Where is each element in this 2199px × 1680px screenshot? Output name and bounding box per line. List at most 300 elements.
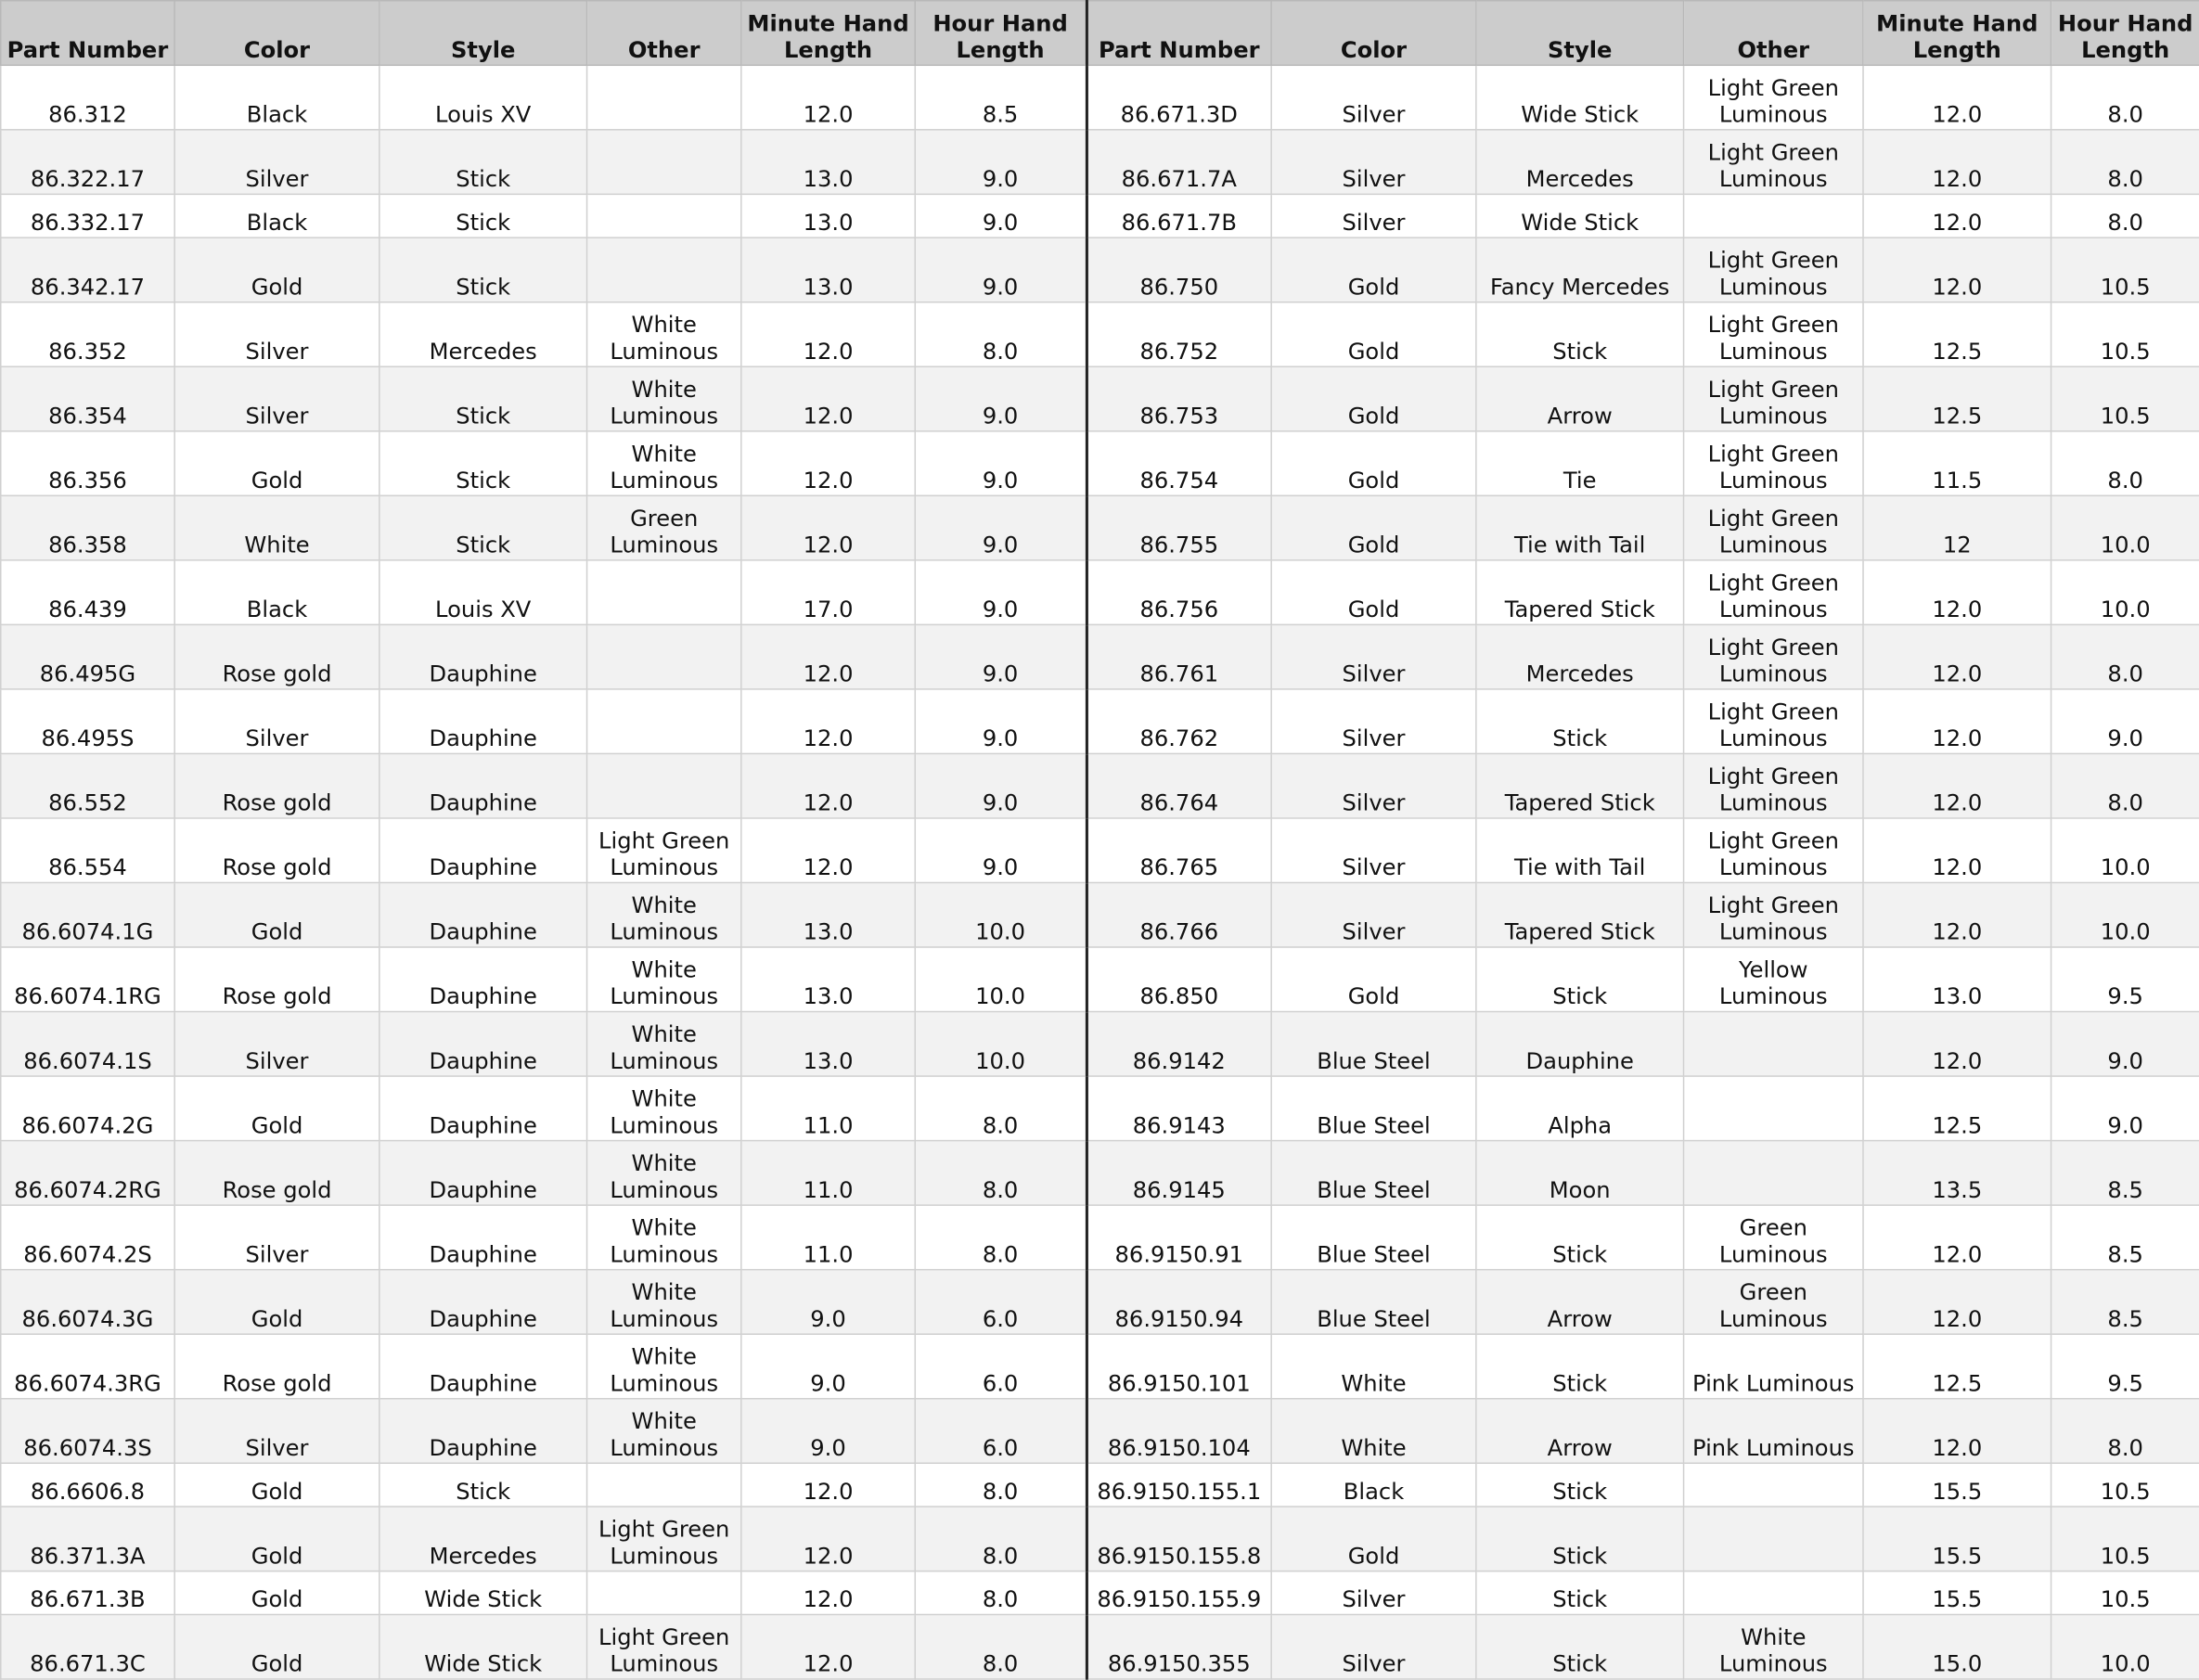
- cell-right-hour-hand-length[interactable]: 8.0: [2051, 753, 2199, 818]
- cell-left-other[interactable]: [587, 624, 741, 689]
- cell-left-minute-hand-length[interactable]: 12.0: [741, 1507, 915, 1571]
- cell-right-hour-hand-length[interactable]: 10.0: [2051, 882, 2199, 947]
- cell-right-style[interactable]: Arrow: [1476, 1270, 1684, 1335]
- cell-left-hour-hand-length[interactable]: 6.0: [915, 1399, 1086, 1464]
- cell-right-minute-hand-length[interactable]: 12.0: [1863, 882, 2051, 947]
- cell-right-hour-hand-length[interactable]: 10.5: [2051, 366, 2199, 431]
- cell-left-part-number[interactable]: 86.6074.2S: [1, 1205, 174, 1270]
- cell-left-hour-hand-length[interactable]: 9.0: [915, 753, 1086, 818]
- cell-left-hour-hand-length[interactable]: 9.0: [915, 818, 1086, 883]
- cell-right-minute-hand-length[interactable]: 12.0: [1863, 1012, 2051, 1077]
- cell-right-minute-hand-length[interactable]: 12.5: [1863, 302, 2051, 367]
- cell-right-minute-hand-length[interactable]: 15.0: [1863, 1614, 2051, 1679]
- cell-left-other[interactable]: [587, 560, 741, 625]
- cell-right-hour-hand-length[interactable]: 10.5: [2051, 302, 2199, 367]
- cell-right-minute-hand-length[interactable]: 13.0: [1863, 947, 2051, 1012]
- cell-left-minute-hand-length[interactable]: 9.0: [741, 1334, 915, 1399]
- cell-left-hour-hand-length[interactable]: 8.0: [915, 1076, 1086, 1141]
- cell-left-style[interactable]: Wide Stick: [379, 1571, 587, 1615]
- header-left-other[interactable]: Other: [587, 1, 741, 66]
- header-left-hour-hand-length[interactable]: Hour Hand Length: [915, 1, 1086, 66]
- cell-right-other[interactable]: Light Green Luminous: [1684, 130, 1863, 195]
- cell-right-color[interactable]: Blue Steel: [1271, 1270, 1476, 1335]
- cell-right-hour-hand-length[interactable]: 8.0: [2051, 624, 2199, 689]
- cell-right-style[interactable]: Stick: [1476, 1463, 1684, 1507]
- cell-right-other[interactable]: Light Green Luminous: [1684, 818, 1863, 883]
- cell-right-other[interactable]: [1684, 1571, 1863, 1615]
- cell-right-hour-hand-length[interactable]: 9.5: [2051, 1334, 2199, 1399]
- cell-right-hour-hand-length[interactable]: 10.0: [2051, 818, 2199, 883]
- cell-right-style[interactable]: Tie with Tail: [1476, 818, 1684, 883]
- cell-left-style[interactable]: Stick: [379, 431, 587, 496]
- cell-right-other[interactable]: [1684, 1463, 1863, 1507]
- cell-left-part-number[interactable]: 86.552: [1, 753, 174, 818]
- cell-left-color[interactable]: Rose gold: [174, 753, 379, 818]
- cell-right-hour-hand-length[interactable]: 8.0: [2051, 1399, 2199, 1464]
- header-left-part-number[interactable]: Part Number: [1, 1, 174, 66]
- cell-left-other[interactable]: [587, 689, 741, 754]
- cell-left-other[interactable]: [587, 130, 741, 195]
- cell-left-color[interactable]: Rose gold: [174, 818, 379, 883]
- cell-left-color[interactable]: Gold: [174, 1463, 379, 1507]
- header-right-minute-hand-length[interactable]: Minute Hand Length: [1863, 1, 2051, 66]
- cell-right-other[interactable]: Light Green Luminous: [1684, 753, 1863, 818]
- cell-left-style[interactable]: Dauphine: [379, 1205, 587, 1270]
- cell-left-part-number[interactable]: 86.332.17: [1, 194, 174, 237]
- header-left-color[interactable]: Color: [174, 1, 379, 66]
- cell-right-part-number[interactable]: 86.9150.94: [1087, 1270, 1272, 1335]
- cell-right-color[interactable]: Silver: [1271, 194, 1476, 237]
- cell-left-minute-hand-length[interactable]: 12.0: [741, 302, 915, 367]
- cell-left-minute-hand-length[interactable]: 12.0: [741, 624, 915, 689]
- cell-left-other[interactable]: [587, 753, 741, 818]
- cell-right-hour-hand-length[interactable]: 8.5: [2051, 1205, 2199, 1270]
- cell-left-part-number[interactable]: 86.6074.1G: [1, 882, 174, 947]
- cell-left-hour-hand-length[interactable]: 6.0: [915, 1334, 1086, 1399]
- cell-right-color[interactable]: Gold: [1271, 495, 1476, 560]
- header-right-style[interactable]: Style: [1476, 1, 1684, 66]
- cell-right-color[interactable]: Gold: [1271, 1507, 1476, 1571]
- cell-right-other[interactable]: Light Green Luminous: [1684, 366, 1863, 431]
- header-right-hour-hand-length[interactable]: Hour Hand Length: [2051, 1, 2199, 66]
- cell-left-hour-hand-length[interactable]: 6.0: [915, 1270, 1086, 1335]
- cell-left-style[interactable]: Stick: [379, 1463, 587, 1507]
- cell-right-other[interactable]: Light Green Luminous: [1684, 431, 1863, 496]
- cell-left-minute-hand-length[interactable]: 17.0: [741, 560, 915, 625]
- cell-right-color[interactable]: Silver: [1271, 65, 1476, 130]
- cell-left-style[interactable]: Dauphine: [379, 1270, 587, 1335]
- cell-right-part-number[interactable]: 86.754: [1087, 431, 1272, 496]
- header-right-part-number[interactable]: Part Number: [1087, 1, 1272, 66]
- cell-right-part-number[interactable]: 86.761: [1087, 624, 1272, 689]
- cell-right-part-number[interactable]: 86.753: [1087, 366, 1272, 431]
- cell-right-color[interactable]: Blue Steel: [1271, 1205, 1476, 1270]
- cell-left-minute-hand-length[interactable]: 12.0: [741, 65, 915, 130]
- cell-left-part-number[interactable]: 86.671.3B: [1, 1571, 174, 1615]
- cell-right-style[interactable]: Tapered Stick: [1476, 753, 1684, 818]
- cell-right-part-number[interactable]: 86.755: [1087, 495, 1272, 560]
- cell-left-style[interactable]: Dauphine: [379, 882, 587, 947]
- cell-left-color[interactable]: Gold: [174, 1614, 379, 1679]
- cell-right-minute-hand-length[interactable]: 15.5: [1863, 1463, 2051, 1507]
- cell-right-part-number[interactable]: 86.9143: [1087, 1076, 1272, 1141]
- cell-right-part-number[interactable]: 86.9150.155.9: [1087, 1571, 1272, 1615]
- cell-left-part-number[interactable]: 86.371.3A: [1, 1507, 174, 1571]
- cell-right-hour-hand-length[interactable]: 10.0: [2051, 495, 2199, 560]
- cell-right-hour-hand-length[interactable]: 8.0: [2051, 194, 2199, 237]
- cell-right-style[interactable]: Dauphine: [1476, 1012, 1684, 1077]
- cell-left-minute-hand-length[interactable]: 13.0: [741, 882, 915, 947]
- cell-left-hour-hand-length[interactable]: 9.0: [915, 431, 1086, 496]
- cell-right-part-number[interactable]: 86.766: [1087, 882, 1272, 947]
- cell-left-color[interactable]: Silver: [174, 1399, 379, 1464]
- cell-right-other[interactable]: [1684, 1507, 1863, 1571]
- cell-right-part-number[interactable]: 86.764: [1087, 753, 1272, 818]
- header-right-color[interactable]: Color: [1271, 1, 1476, 66]
- cell-left-part-number[interactable]: 86.6074.1S: [1, 1012, 174, 1077]
- cell-left-style[interactable]: Mercedes: [379, 302, 587, 367]
- cell-right-other[interactable]: Light Green Luminous: [1684, 689, 1863, 754]
- cell-right-hour-hand-length[interactable]: 8.5: [2051, 1270, 2199, 1335]
- cell-right-hour-hand-length[interactable]: 10.5: [2051, 1463, 2199, 1507]
- cell-right-hour-hand-length[interactable]: 8.5: [2051, 1141, 2199, 1206]
- cell-left-other[interactable]: White Luminous: [587, 1076, 741, 1141]
- cell-right-other[interactable]: Light Green Luminous: [1684, 495, 1863, 560]
- cell-right-hour-hand-length[interactable]: 8.0: [2051, 65, 2199, 130]
- cell-right-part-number[interactable]: 86.9150.355: [1087, 1614, 1272, 1679]
- cell-left-color[interactable]: Black: [174, 560, 379, 625]
- cell-right-hour-hand-length[interactable]: 8.0: [2051, 431, 2199, 496]
- cell-left-part-number[interactable]: 86.6074.1RG: [1, 947, 174, 1012]
- cell-right-color[interactable]: Silver: [1271, 753, 1476, 818]
- cell-right-minute-hand-length[interactable]: 12.0: [1863, 1399, 2051, 1464]
- cell-left-part-number[interactable]: 86.439: [1, 560, 174, 625]
- cell-right-hour-hand-length[interactable]: 10.0: [2051, 1614, 2199, 1679]
- cell-right-minute-hand-length[interactable]: 12.0: [1863, 237, 2051, 302]
- cell-left-minute-hand-length[interactable]: 12.0: [741, 689, 915, 754]
- cell-left-color[interactable]: Black: [174, 194, 379, 237]
- cell-left-other[interactable]: [587, 237, 741, 302]
- cell-left-color[interactable]: Rose gold: [174, 624, 379, 689]
- cell-right-color[interactable]: Silver: [1271, 1614, 1476, 1679]
- cell-left-style[interactable]: Louis XV: [379, 65, 587, 130]
- cell-right-other[interactable]: Green Luminous: [1684, 1270, 1863, 1335]
- cell-left-minute-hand-length[interactable]: 12.0: [741, 1614, 915, 1679]
- cell-left-hour-hand-length[interactable]: 10.0: [915, 882, 1086, 947]
- cell-right-style[interactable]: Tie with Tail: [1476, 495, 1684, 560]
- cell-right-style[interactable]: Stick: [1476, 1507, 1684, 1571]
- cell-left-minute-hand-length[interactable]: 13.0: [741, 237, 915, 302]
- cell-left-minute-hand-length[interactable]: 13.0: [741, 947, 915, 1012]
- cell-right-style[interactable]: Wide Stick: [1476, 194, 1684, 237]
- cell-right-color[interactable]: Blue Steel: [1271, 1141, 1476, 1206]
- cell-left-color[interactable]: White: [174, 495, 379, 560]
- cell-right-minute-hand-length[interactable]: 12.0: [1863, 1205, 2051, 1270]
- cell-right-style[interactable]: Tie: [1476, 431, 1684, 496]
- cell-right-minute-hand-length[interactable]: 12.0: [1863, 65, 2051, 130]
- cell-right-other[interactable]: [1684, 1141, 1863, 1206]
- cell-right-color[interactable]: Black: [1271, 1463, 1476, 1507]
- cell-left-hour-hand-length[interactable]: 8.0: [915, 1205, 1086, 1270]
- cell-left-minute-hand-length[interactable]: 12.0: [741, 431, 915, 496]
- cell-right-minute-hand-length[interactable]: 12.0: [1863, 194, 2051, 237]
- header-left-minute-hand-length[interactable]: Minute Hand Length: [741, 1, 915, 66]
- cell-right-style[interactable]: Stick: [1476, 947, 1684, 1012]
- cell-left-color[interactable]: Gold: [174, 431, 379, 496]
- cell-left-color[interactable]: Silver: [174, 130, 379, 195]
- cell-right-color[interactable]: Blue Steel: [1271, 1012, 1476, 1077]
- cell-right-other[interactable]: Light Green Luminous: [1684, 882, 1863, 947]
- cell-right-color[interactable]: Blue Steel: [1271, 1076, 1476, 1141]
- cell-left-hour-hand-length[interactable]: 9.0: [915, 194, 1086, 237]
- cell-right-minute-hand-length[interactable]: 15.5: [1863, 1507, 2051, 1571]
- cell-right-style[interactable]: Stick: [1476, 1614, 1684, 1679]
- cell-right-minute-hand-length[interactable]: 12.0: [1863, 624, 2051, 689]
- cell-left-part-number[interactable]: 86.6074.3RG: [1, 1334, 174, 1399]
- cell-right-style[interactable]: Mercedes: [1476, 624, 1684, 689]
- cell-left-part-number[interactable]: 86.342.17: [1, 237, 174, 302]
- cell-right-minute-hand-length[interactable]: 12.5: [1863, 1076, 2051, 1141]
- cell-right-color[interactable]: Gold: [1271, 366, 1476, 431]
- cell-left-part-number[interactable]: 86.6606.8: [1, 1463, 174, 1507]
- cell-left-part-number[interactable]: 86.312: [1, 65, 174, 130]
- cell-right-color[interactable]: Silver: [1271, 689, 1476, 754]
- header-right-other[interactable]: Other: [1684, 1, 1863, 66]
- cell-right-minute-hand-length[interactable]: 12.0: [1863, 818, 2051, 883]
- cell-left-other[interactable]: [587, 1571, 741, 1615]
- cell-left-style[interactable]: Dauphine: [379, 1076, 587, 1141]
- cell-left-color[interactable]: Silver: [174, 1205, 379, 1270]
- cell-right-color[interactable]: White: [1271, 1399, 1476, 1464]
- cell-right-color[interactable]: White: [1271, 1334, 1476, 1399]
- cell-right-color[interactable]: Silver: [1271, 624, 1476, 689]
- cell-left-style[interactable]: Dauphine: [379, 1012, 587, 1077]
- cell-left-hour-hand-length[interactable]: 8.0: [915, 1614, 1086, 1679]
- cell-right-other[interactable]: Light Green Luminous: [1684, 237, 1863, 302]
- cell-right-part-number[interactable]: 86.850: [1087, 947, 1272, 1012]
- cell-right-part-number[interactable]: 86.671.7A: [1087, 130, 1272, 195]
- cell-left-part-number[interactable]: 86.322.17: [1, 130, 174, 195]
- cell-right-other[interactable]: Light Green Luminous: [1684, 624, 1863, 689]
- cell-right-minute-hand-length[interactable]: 12.5: [1863, 1334, 2051, 1399]
- cell-left-style[interactable]: Stick: [379, 130, 587, 195]
- cell-right-minute-hand-length[interactable]: 12.0: [1863, 689, 2051, 754]
- cell-right-minute-hand-length[interactable]: 12: [1863, 495, 2051, 560]
- cell-left-color[interactable]: Gold: [174, 1270, 379, 1335]
- cell-right-style[interactable]: Stick: [1476, 302, 1684, 367]
- cell-left-minute-hand-length[interactable]: 13.0: [741, 1012, 915, 1077]
- cell-left-style[interactable]: Stick: [379, 495, 587, 560]
- cell-left-style[interactable]: Dauphine: [379, 753, 587, 818]
- cell-right-minute-hand-length[interactable]: 12.0: [1863, 1270, 2051, 1335]
- cell-right-other[interactable]: Pink Luminous: [1684, 1399, 1863, 1464]
- cell-right-part-number[interactable]: 86.750: [1087, 237, 1272, 302]
- cell-right-minute-hand-length[interactable]: 12.0: [1863, 560, 2051, 625]
- cell-right-other[interactable]: Light Green Luminous: [1684, 302, 1863, 367]
- cell-right-part-number[interactable]: 86.671.3D: [1087, 65, 1272, 130]
- cell-right-style[interactable]: Mercedes: [1476, 130, 1684, 195]
- cell-left-style[interactable]: Dauphine: [379, 947, 587, 1012]
- cell-right-part-number[interactable]: 86.9150.104: [1087, 1399, 1272, 1464]
- cell-right-part-number[interactable]: 86.752: [1087, 302, 1272, 367]
- cell-right-other[interactable]: Pink Luminous: [1684, 1334, 1863, 1399]
- cell-left-style[interactable]: Stick: [379, 194, 587, 237]
- cell-left-minute-hand-length[interactable]: 12.0: [741, 1571, 915, 1615]
- cell-right-other[interactable]: Yellow Luminous: [1684, 947, 1863, 1012]
- cell-left-minute-hand-length[interactable]: 12.0: [741, 366, 915, 431]
- cell-right-other[interactable]: Light Green Luminous: [1684, 560, 1863, 625]
- cell-left-color[interactable]: Silver: [174, 366, 379, 431]
- cell-right-style[interactable]: Tapered Stick: [1476, 560, 1684, 625]
- cell-left-hour-hand-length[interactable]: 9.0: [915, 495, 1086, 560]
- cell-right-style[interactable]: Alpha: [1476, 1076, 1684, 1141]
- cell-left-part-number[interactable]: 86.6074.3S: [1, 1399, 174, 1464]
- cell-left-color[interactable]: Rose gold: [174, 1141, 379, 1206]
- cell-left-style[interactable]: Wide Stick: [379, 1614, 587, 1679]
- cell-left-hour-hand-length[interactable]: 8.0: [915, 302, 1086, 367]
- cell-left-other[interactable]: White Luminous: [587, 431, 741, 496]
- cell-right-minute-hand-length[interactable]: 12.0: [1863, 753, 2051, 818]
- cell-right-part-number[interactable]: 86.9150.155.1: [1087, 1463, 1272, 1507]
- cell-right-style[interactable]: Tapered Stick: [1476, 882, 1684, 947]
- cell-right-style[interactable]: Arrow: [1476, 366, 1684, 431]
- cell-left-hour-hand-length[interactable]: 8.0: [915, 1141, 1086, 1206]
- cell-left-other[interactable]: White Luminous: [587, 1270, 741, 1335]
- cell-left-other[interactable]: [587, 194, 741, 237]
- cell-left-style[interactable]: Mercedes: [379, 1507, 587, 1571]
- cell-right-style[interactable]: Fancy Mercedes: [1476, 237, 1684, 302]
- cell-left-minute-hand-length[interactable]: 12.0: [741, 1463, 915, 1507]
- cell-right-other[interactable]: White Luminous: [1684, 1614, 1863, 1679]
- cell-left-part-number[interactable]: 86.352: [1, 302, 174, 367]
- cell-left-color[interactable]: Gold: [174, 237, 379, 302]
- cell-right-color[interactable]: Gold: [1271, 947, 1476, 1012]
- cell-right-minute-hand-length[interactable]: 12.5: [1863, 366, 2051, 431]
- cell-right-style[interactable]: Moon: [1476, 1141, 1684, 1206]
- cell-left-hour-hand-length[interactable]: 9.0: [915, 366, 1086, 431]
- cell-left-style[interactable]: Dauphine: [379, 1334, 587, 1399]
- cell-right-style[interactable]: Stick: [1476, 1334, 1684, 1399]
- cell-left-part-number[interactable]: 86.554: [1, 818, 174, 883]
- cell-right-color[interactable]: Gold: [1271, 237, 1476, 302]
- cell-left-other[interactable]: Light Green Luminous: [587, 818, 741, 883]
- cell-left-minute-hand-length[interactable]: 11.0: [741, 1076, 915, 1141]
- cell-left-other[interactable]: Green Luminous: [587, 495, 741, 560]
- cell-left-hour-hand-length[interactable]: 9.0: [915, 237, 1086, 302]
- cell-right-hour-hand-length[interactable]: 10.5: [2051, 1507, 2199, 1571]
- cell-right-hour-hand-length[interactable]: 10.0: [2051, 560, 2199, 625]
- cell-right-style[interactable]: Stick: [1476, 1205, 1684, 1270]
- cell-left-minute-hand-length[interactable]: 11.0: [741, 1205, 915, 1270]
- cell-left-part-number[interactable]: 86.495S: [1, 689, 174, 754]
- cell-left-other[interactable]: White Luminous: [587, 947, 741, 1012]
- cell-right-hour-hand-length[interactable]: 8.0: [2051, 130, 2199, 195]
- cell-right-color[interactable]: Gold: [1271, 431, 1476, 496]
- cell-right-hour-hand-length[interactable]: 9.0: [2051, 689, 2199, 754]
- cell-right-minute-hand-length[interactable]: 13.5: [1863, 1141, 2051, 1206]
- cell-right-hour-hand-length[interactable]: 10.5: [2051, 237, 2199, 302]
- cell-right-color[interactable]: Gold: [1271, 560, 1476, 625]
- cell-right-hour-hand-length[interactable]: 9.0: [2051, 1012, 2199, 1077]
- cell-right-color[interactable]: Silver: [1271, 1571, 1476, 1615]
- cell-right-style[interactable]: Stick: [1476, 689, 1684, 754]
- header-left-style[interactable]: Style: [379, 1, 587, 66]
- cell-left-hour-hand-length[interactable]: 8.0: [915, 1507, 1086, 1571]
- cell-right-other[interactable]: [1684, 1076, 1863, 1141]
- cell-right-part-number[interactable]: 86.756: [1087, 560, 1272, 625]
- cell-left-part-number[interactable]: 86.354: [1, 366, 174, 431]
- cell-left-style[interactable]: Louis XV: [379, 560, 587, 625]
- cell-left-color[interactable]: Silver: [174, 1012, 379, 1077]
- cell-left-hour-hand-length[interactable]: 9.0: [915, 560, 1086, 625]
- cell-right-part-number[interactable]: 86.765: [1087, 818, 1272, 883]
- cell-left-style[interactable]: Dauphine: [379, 1141, 587, 1206]
- cell-left-hour-hand-length[interactable]: 10.0: [915, 947, 1086, 1012]
- cell-left-color[interactable]: Gold: [174, 1076, 379, 1141]
- cell-left-other[interactable]: White Luminous: [587, 302, 741, 367]
- cell-left-part-number[interactable]: 86.495G: [1, 624, 174, 689]
- cell-left-style[interactable]: Stick: [379, 237, 587, 302]
- cell-left-part-number[interactable]: 86.6074.2G: [1, 1076, 174, 1141]
- cell-left-style[interactable]: Dauphine: [379, 818, 587, 883]
- cell-left-part-number[interactable]: 86.6074.2RG: [1, 1141, 174, 1206]
- cell-left-minute-hand-length[interactable]: 12.0: [741, 753, 915, 818]
- cell-left-color[interactable]: Rose gold: [174, 947, 379, 1012]
- cell-left-color[interactable]: Silver: [174, 302, 379, 367]
- cell-left-other[interactable]: White Luminous: [587, 1399, 741, 1464]
- cell-right-style[interactable]: Arrow: [1476, 1399, 1684, 1464]
- cell-right-other[interactable]: Light Green Luminous: [1684, 65, 1863, 130]
- cell-left-minute-hand-length[interactable]: 11.0: [741, 1141, 915, 1206]
- cell-left-other[interactable]: White Luminous: [587, 1205, 741, 1270]
- cell-right-color[interactable]: Silver: [1271, 882, 1476, 947]
- cell-left-other[interactable]: Light Green Luminous: [587, 1507, 741, 1571]
- cell-left-minute-hand-length[interactable]: 9.0: [741, 1270, 915, 1335]
- cell-right-style[interactable]: Wide Stick: [1476, 65, 1684, 130]
- cell-right-minute-hand-length[interactable]: 12.0: [1863, 130, 2051, 195]
- cell-left-other[interactable]: [587, 1463, 741, 1507]
- cell-left-other[interactable]: [587, 65, 741, 130]
- cell-left-other[interactable]: White Luminous: [587, 1012, 741, 1077]
- cell-left-minute-hand-length[interactable]: 12.0: [741, 818, 915, 883]
- cell-right-part-number[interactable]: 86.9150.155.8: [1087, 1507, 1272, 1571]
- cell-left-color[interactable]: Rose gold: [174, 1334, 379, 1399]
- cell-left-part-number[interactable]: 86.358: [1, 495, 174, 560]
- cell-right-part-number[interactable]: 86.9142: [1087, 1012, 1272, 1077]
- cell-left-hour-hand-length[interactable]: 8.5: [915, 65, 1086, 130]
- cell-left-minute-hand-length[interactable]: 9.0: [741, 1399, 915, 1464]
- cell-left-part-number[interactable]: 86.6074.3G: [1, 1270, 174, 1335]
- cell-right-other[interactable]: [1684, 194, 1863, 237]
- cell-right-hour-hand-length[interactable]: 9.0: [2051, 1076, 2199, 1141]
- cell-left-other[interactable]: White Luminous: [587, 882, 741, 947]
- cell-right-hour-hand-length[interactable]: 9.5: [2051, 947, 2199, 1012]
- cell-right-hour-hand-length[interactable]: 10.5: [2051, 1571, 2199, 1615]
- cell-right-color[interactable]: Silver: [1271, 818, 1476, 883]
- cell-right-part-number[interactable]: 86.9150.101: [1087, 1334, 1272, 1399]
- cell-left-part-number[interactable]: 86.356: [1, 431, 174, 496]
- cell-right-other[interactable]: [1684, 1012, 1863, 1077]
- cell-right-other[interactable]: Green Luminous: [1684, 1205, 1863, 1270]
- cell-left-part-number[interactable]: 86.671.3C: [1, 1614, 174, 1679]
- cell-left-color[interactable]: Gold: [174, 882, 379, 947]
- cell-left-other[interactable]: White Luminous: [587, 366, 741, 431]
- cell-left-minute-hand-length[interactable]: 13.0: [741, 130, 915, 195]
- cell-left-style[interactable]: Dauphine: [379, 689, 587, 754]
- cell-left-style[interactable]: Dauphine: [379, 624, 587, 689]
- cell-left-color[interactable]: Gold: [174, 1507, 379, 1571]
- cell-left-other[interactable]: Light Green Luminous: [587, 1614, 741, 1679]
